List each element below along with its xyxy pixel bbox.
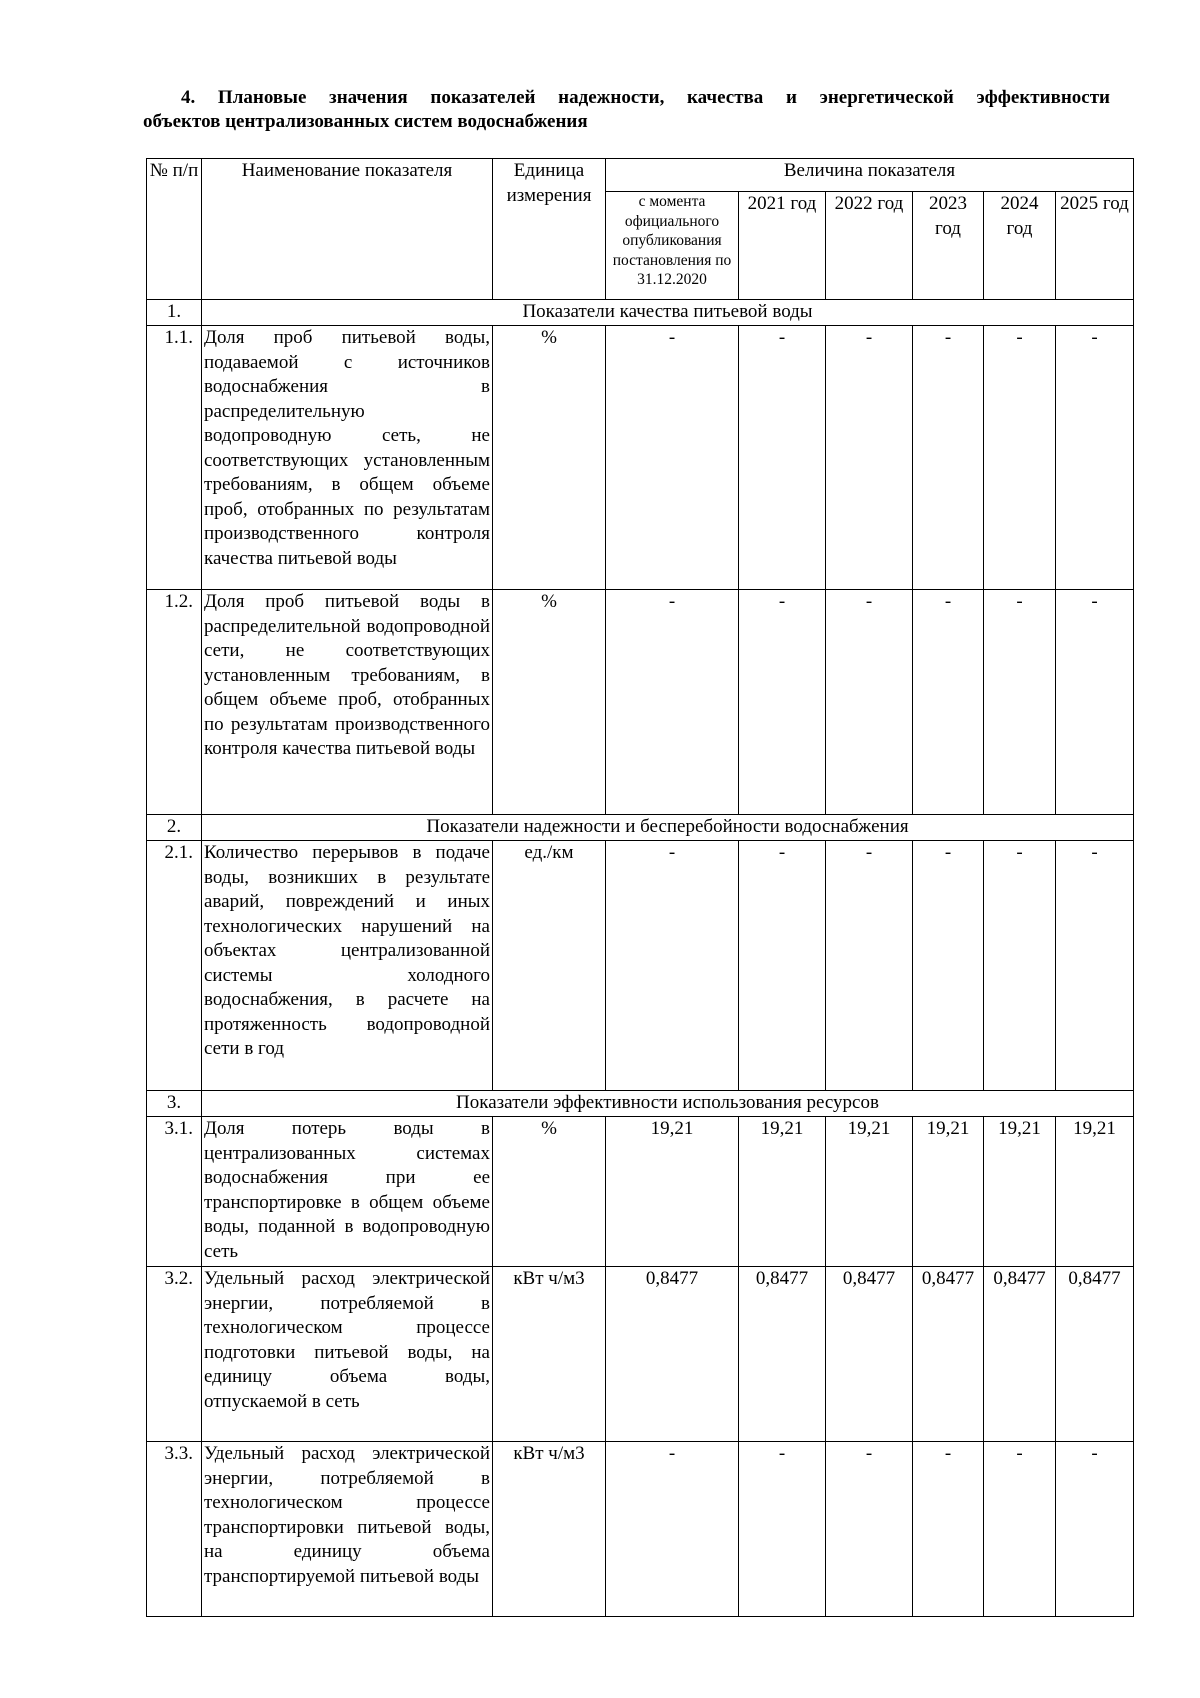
row-value: -: [739, 841, 826, 1091]
row-value: -: [606, 841, 739, 1091]
row-value: 0,8477: [913, 1267, 984, 1442]
section-number: 3.: [147, 1091, 202, 1117]
header-name: Наименование показателя: [202, 159, 493, 300]
row-value: -: [1056, 326, 1134, 590]
header-2023: 2023 год: [913, 192, 984, 300]
row-value: -: [984, 1442, 1056, 1617]
row-number: 1.2.: [147, 590, 202, 815]
row-value: -: [826, 1442, 913, 1617]
row-unit: %: [493, 590, 606, 815]
row-name: Доля проб питьевой воды в распределительной водопроводной сети, не соответствующих установленным требованиям, в общем объеме проб, отобранных по результатам производственного контроля качества питьевой воды: [202, 590, 493, 815]
indicators-table: [146, 158, 1134, 1617]
row-value: -: [606, 1442, 739, 1617]
document-heading: [143, 86, 1110, 134]
row-unit: кВт ч/м3: [493, 1442, 606, 1617]
section-row: [147, 1091, 1134, 1117]
row-value: -: [826, 326, 913, 590]
row-value: -: [826, 590, 913, 815]
row-value: -: [739, 326, 826, 590]
row-value: -: [984, 326, 1056, 590]
header-num: № п/п: [147, 159, 202, 300]
row-value: -: [913, 326, 984, 590]
row-value: -: [913, 1442, 984, 1617]
row-value: 0,8477: [826, 1267, 913, 1442]
header-period0: с момента официального опубликования постановления по 31.12.2020: [606, 192, 739, 300]
row-number: 3.3.: [147, 1442, 202, 1617]
table-row: [147, 1117, 1134, 1267]
row-number: 1.1.: [147, 326, 202, 590]
row-value: 19,21: [913, 1117, 984, 1267]
heading-line-1: 4. Плановые значения показателей надежности, качества и энергетической эффективности: [181, 87, 1110, 108]
header-2021: 2021 год: [739, 192, 826, 300]
row-value: 19,21: [1056, 1117, 1134, 1267]
row-value: 19,21: [739, 1117, 826, 1267]
header-row: [147, 159, 1134, 192]
row-value: -: [1056, 841, 1134, 1091]
row-value: -: [826, 841, 913, 1091]
header-value: Величина показателя: [606, 159, 1134, 192]
row-number: 2.1.: [147, 841, 202, 1091]
row-value: -: [984, 590, 1056, 815]
row-value: 19,21: [826, 1117, 913, 1267]
row-unit: %: [493, 1117, 606, 1267]
table-body: [147, 159, 1134, 1617]
row-value: -: [1056, 1442, 1134, 1617]
section-row: [147, 815, 1134, 841]
section-title: Показатели надежности и бесперебойности водоснабжения: [202, 815, 1134, 841]
row-value: 0,8477: [984, 1267, 1056, 1442]
row-value: 19,21: [606, 1117, 739, 1267]
row-unit: %: [493, 326, 606, 590]
table-row: [147, 1267, 1134, 1442]
row-value: 0,8477: [739, 1267, 826, 1442]
row-number: 3.1.: [147, 1117, 202, 1267]
row-value: -: [739, 1442, 826, 1617]
row-value: -: [984, 841, 1056, 1091]
row-value: -: [739, 590, 826, 815]
table-row: [147, 326, 1134, 590]
header-unit: Единица измерения: [493, 159, 606, 300]
section-number: 2.: [147, 815, 202, 841]
row-unit: ед./км: [493, 841, 606, 1091]
row-value: -: [606, 326, 739, 590]
row-value: -: [606, 590, 739, 815]
header-2022: 2022 год: [826, 192, 913, 300]
row-value: 0,8477: [1056, 1267, 1134, 1442]
header-2024: 2024 год: [984, 192, 1056, 300]
heading-line-2: объектов централизованных систем водоснабжения: [143, 111, 588, 132]
section-row: [147, 300, 1134, 326]
row-name: Количество перерывов в подаче воды, возникших в результате аварий, повреждений и иных технологических нарушений на объектах централизованной системы холодного водоснабжения, в расчете на протяженность водопроводной сети в год: [202, 841, 493, 1091]
row-value: 19,21: [984, 1117, 1056, 1267]
row-name: Доля проб питьевой воды, подаваемой с источников водоснабжения в распределительную водопроводную сеть, не соответствующих установленным требованиям, в общем объеме проб, отобранных по результатам производственного контроля качества питьевой воды: [202, 326, 493, 590]
section-title: Показатели качества питьевой воды: [202, 300, 1134, 326]
table-row: [147, 841, 1134, 1091]
section-number: 1.: [147, 300, 202, 326]
row-value: 0,8477: [606, 1267, 739, 1442]
table-row: [147, 590, 1134, 815]
row-number: 3.2.: [147, 1267, 202, 1442]
section-title: Показатели эффективности использования ресурсов: [202, 1091, 1134, 1117]
table-row: [147, 1442, 1134, 1617]
row-name: Доля потерь воды в централизованных системах водоснабжения при ее транспортировке в общем объеме воды, поданной в водопроводную сеть: [202, 1117, 493, 1267]
header-2025: 2025 год: [1056, 192, 1134, 300]
row-name: Удельный расход электрической энергии, потребляемой в технологическом процессе подготовки питьевой воды, на единицу объема воды, отпускаемой в сеть: [202, 1267, 493, 1442]
row-unit: кВт ч/м3: [493, 1267, 606, 1442]
row-value: -: [913, 841, 984, 1091]
row-value: -: [913, 590, 984, 815]
row-value: -: [1056, 590, 1134, 815]
row-name: Удельный расход электрической энергии, потребляемой в технологическом процессе транспортировки питьевой воды, на единицу объема транспортируемой питьевой воды: [202, 1442, 493, 1617]
